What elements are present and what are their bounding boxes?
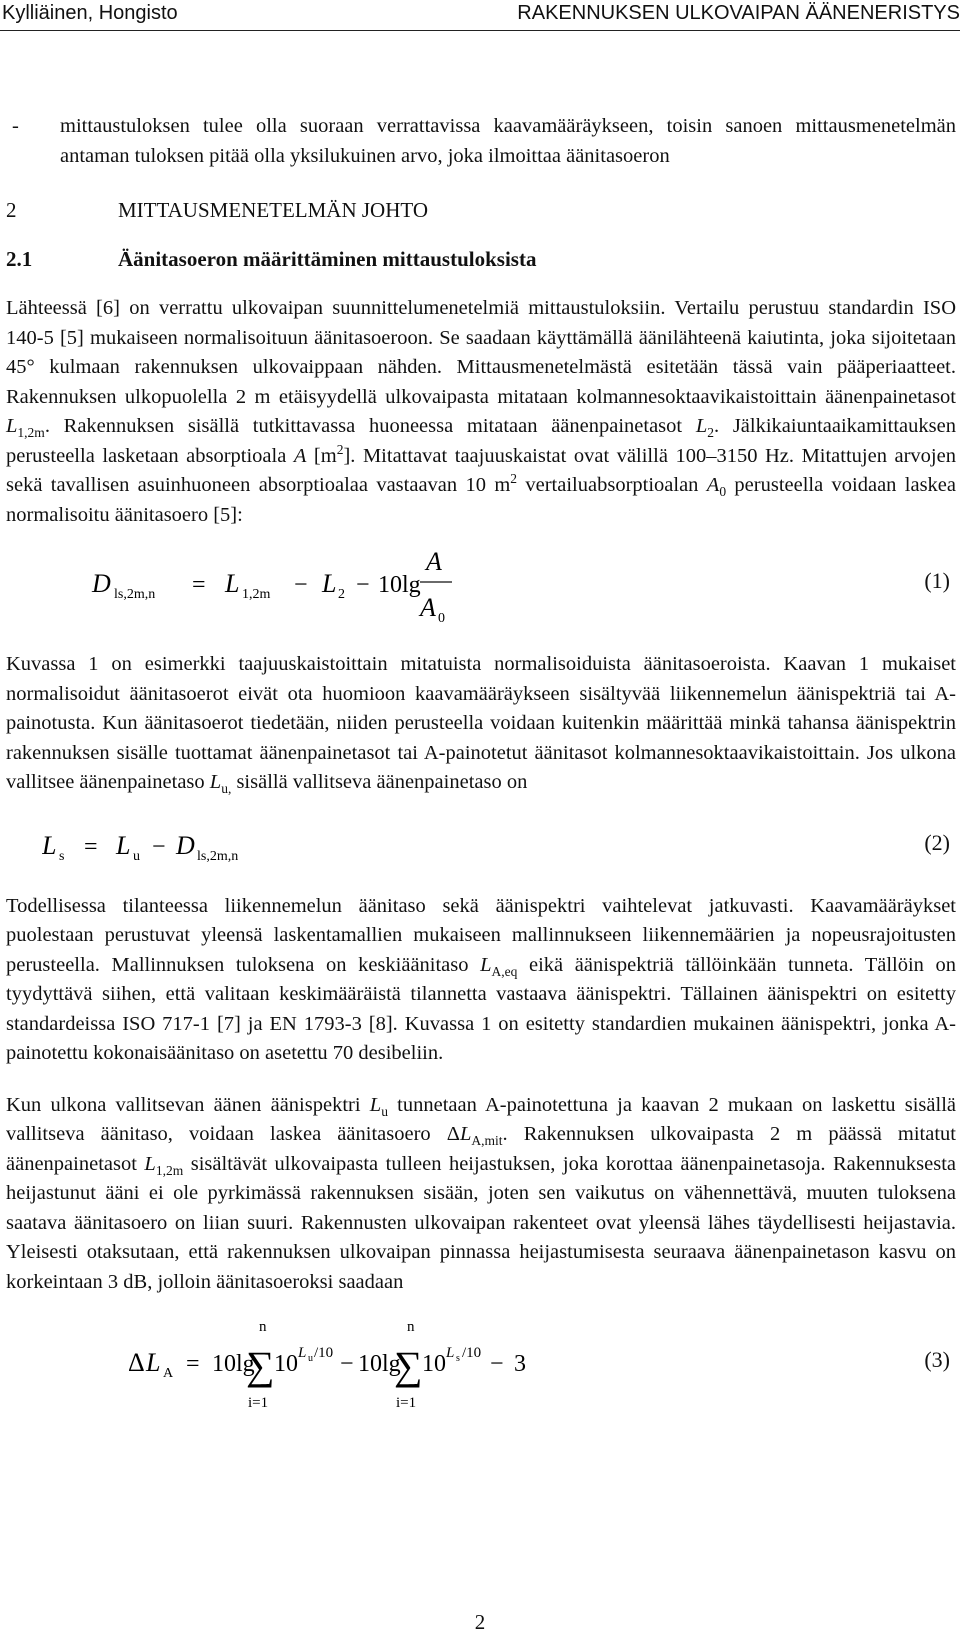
eq3-sigma1: ∑ [246, 1343, 275, 1388]
symbol-A: A [293, 444, 307, 467]
eq1-L2: L [322, 569, 337, 598]
text-run: . Jälkikaiuntaaikamittauksen perusteella lasketaan absorptioala [6, 415, 956, 467]
text-run: vertailuabsorptioalan [517, 474, 707, 496]
eq2-Lu: L [116, 830, 131, 860]
subscript: u [381, 1103, 388, 1119]
eq1-L1-sub: 1,2m [242, 587, 271, 602]
symbol-L: L [144, 1152, 156, 1175]
subscript: 1,2m [17, 425, 45, 441]
symbol-L: L [369, 1093, 382, 1116]
text-run: sisällä vallitseva äänenpainetaso on [231, 771, 528, 793]
eq3-A-sub: A [163, 1366, 174, 1381]
eq2-D: D [176, 830, 195, 860]
subsection-title: Äänitasoeron määrittäminen mittaustuloksista [118, 247, 537, 271]
eq1-den-sub: 0 [438, 611, 445, 626]
eq1-L1: L [225, 569, 240, 598]
section-number: 2 [6, 198, 17, 222]
eq3-equals: = [186, 1351, 200, 1377]
text-run: tunnetaan A-painotettuna ja kaavan 2 mukaan on laskettu sisällä vallitseva äänitaso, voidaan laskea äänitasoero [6, 1093, 956, 1145]
equation-1-label: (1) [924, 568, 950, 593]
eq1-L2-sub: 2 [338, 587, 345, 602]
eq3-exp1-u: u [308, 1353, 313, 1364]
header-rule [0, 30, 960, 31]
subscript: 2 [707, 425, 714, 441]
eq3-minus1: − [340, 1351, 354, 1377]
section-heading-2 [6, 196, 956, 225]
bullet-text: mittaustuloksen tulee olla suoraan verrattavissa kaavamääräykseen, toisin sanoen mittausmenetelmän antaman tuloksen pitää olla yksilukuinen arvo, joka ilmoittaa äänitasoeron [60, 115, 956, 167]
text-run: . Rakennuksen sisällä tutkittavassa huoneessa mitataan äänenpainetasot [44, 415, 696, 437]
bullet-dash: - [12, 115, 19, 137]
subscript: A,mit [471, 1133, 503, 1149]
eq3-ten1: 10 [274, 1351, 298, 1377]
paragraph-measurement [6, 294, 956, 530]
equation-2-label: (2) [924, 829, 950, 855]
page-number: 2 [474, 1610, 486, 1634]
text-run: . Rakennuksen ulkovaipasta 2 m päässä mitatut äänenpainetasot [6, 1123, 956, 1175]
eq3-ten2: 10 [422, 1351, 446, 1377]
eq3-exp2-s: s [456, 1353, 460, 1364]
eq2-equals: = [84, 833, 98, 860]
text-run: ]. Mitattavat taajuuskaistat ovat välillä 100–3150 Hz. Mitattujen arvojen sekä tavallisen asuinhuoneen absorptioalaa vastaavan 10 m [6, 444, 956, 496]
eq2-Ls: L [42, 830, 57, 860]
eq1-lhs: D [92, 569, 111, 598]
eq3-L: L [146, 1348, 161, 1377]
eq2-s-sub: s [59, 848, 65, 864]
eq1-numerator: A [426, 547, 442, 576]
paragraph-traffic-noise [6, 892, 956, 1069]
text-run: perusteella voidaan laskea normalisoitu äänitasoero [5]: [6, 474, 956, 526]
eq1-equals: = [192, 572, 206, 598]
eq3-exp1-L: L [298, 1345, 307, 1361]
equation-1 [6, 536, 956, 634]
eq1-denominator: A [420, 593, 436, 622]
page-body [6, 112, 956, 1425]
running-header [0, 0, 960, 28]
section-title: MITTAUSMENETELMÄN JOHTO [118, 198, 428, 222]
eq3-exp2-L: L [446, 1345, 455, 1361]
symbol-L: L [6, 415, 18, 437]
eq3-sum1-upper: n [259, 1319, 267, 1335]
symbol-L: L [209, 771, 222, 793]
text-run: Kun ulkona vallitsevan äänen äänispektri [6, 1093, 370, 1116]
eq3-exp1-div: /10 [314, 1345, 334, 1361]
eq3-exp2-div: /10 [462, 1345, 482, 1361]
subsection-heading-2-1 [6, 245, 956, 274]
equation-3-label: (3) [924, 1347, 950, 1372]
eq1-tenlg: 10lg [378, 572, 421, 598]
eq1-minus2: − [356, 572, 370, 598]
eq3-delta: Δ [128, 1348, 145, 1377]
symbol-delta: Δ [446, 1123, 460, 1145]
superscript: 2 [510, 471, 518, 487]
eq3-tenlg1: 10lg [212, 1351, 255, 1377]
text-run: Kuvassa 1 on esimerkki taajuuskaistoittain mitatuista normalisoiduista äänitasoeroista. Kaavan 1 mukaiset normalisoidut äänitasoerot eivät ota huomioon kaavamääräykseen sisältyvää liikennemelun äänispektriä tai A-painotusta. Kun äänitasoerot tiedetään, niiden perusteella voidaan kuitenkin määrittää minkä tahansa äänispektrin rakennuksen sisälle tuottamat äänenpainetasot tai A-painotetut äänitasot kolmannesoktaavikaistoittain. Jos ulkona vallitsee äänenpainetaso [6, 653, 956, 793]
symbol-L: L [459, 1123, 472, 1145]
header-title: RAKENNUKSEN ULKOVAIPAN ÄÄNENERISTYS [517, 2, 960, 24]
eq3-sum2-lower: i=1 [396, 1395, 417, 1411]
eq3-sum2-upper: n [407, 1319, 415, 1335]
superscript: 2 [336, 441, 344, 457]
paragraph-level-difference [6, 1091, 956, 1298]
equation-2-body [42, 808, 642, 892]
eq1-lhs-sub: ls,2m,n [114, 587, 156, 602]
subscript: 1,2m [155, 1162, 184, 1178]
symbol-A: A [706, 474, 720, 496]
eq3-tenlg2: 10lg [358, 1351, 401, 1377]
bullet-item [6, 112, 956, 171]
equation-3 [6, 1305, 956, 1425]
text-run: eikä äänispektriä tällöinkään tunneta. Tällöin on tyydyttävä siihen, että valitaan keskimääräistä tilannetta vastaava äänispektri. Tällainen äänispektri on esitetty standardeissa ISO 717-1 [7] ja EN 1793-3 [8]. Kuvassa 1 on esitetty standardien mukainen äänispektri, jonka A-painotettu kokonaisäänitaso on asetettu 70 desibeliin. [6, 953, 957, 1064]
symbol-L: L [480, 953, 492, 976]
text-run: Lähteessä [6] on verrattu ulkovaipan suunnittelumenetelmiä mittaustuloksiin. Vertailu perustuu standardin ISO 140-5 [5] mukaiseen normalisoituun äänitasoeroon. Se saadaan käyttämällä äänilähteenä kaiutinta, joka sijoitetaan 45° kulmaan rakennuksen ulkovaippaan nähden. Mittausmenetelmästä esitetään tässä vain pääperiaatteet. Rakennuksen ulkopuolella 2 m etäisyydellä ulkovaipasta mitataan kolmannesoktaavikaistoittain äänenpainetasot [6, 297, 956, 408]
equation-3-body [6, 1305, 806, 1425]
eq2-u-sub: u [133, 848, 140, 864]
eq2-minus: − [152, 833, 166, 860]
text-run: Todellisessa tilanteessa liikennemelun äänitaso sekä äänispektri vaihtelevat jatkuvasti. Kaavamääräykset puolestaan perustuvat yleensä laskentamallien mukaiseen mallinnukseen liikennemäärien ja nopeusrajoitusten perusteella. Mallinnuksen tuloksena on keskiäänitaso [6, 894, 956, 976]
eq3-three: 3 [514, 1351, 526, 1377]
eq2-D-sub: ls,2m,n [197, 848, 239, 864]
eq3-sum1-lower: i=1 [248, 1395, 269, 1411]
header-authors: Kylliäinen, Hongisto [2, 2, 178, 24]
subscript: u, [221, 781, 232, 797]
subscript: A,eq [491, 963, 518, 979]
eq3-minus2: − [490, 1351, 504, 1377]
equation-1-body [42, 536, 802, 634]
equation-2 [6, 808, 956, 892]
text-run: sisältävät ulkovaipasta tulleen heijastuksen, joka korottaa äänenpainetasoja. Rakennuksesta heijastunut ääni ei ole pyrkimässä rakennuksen sisään, joten sen vaikutus on vähennettävä, muuten tuloksena saatava äänitasoero on liian suuri. Rakennusten ulkovaipan rakenteet ovat yleensä lähes täydellisesti heijastavia. Yleisesti otaksutaan, että rakennuksen ulkovaipan pinnassa heijastumisesta seuraava äänenpainetason kasvu on korkeintaan 3 dB, jolloin äänitasoeroksi saadaan [6, 1152, 956, 1293]
eq3-sigma2: ∑ [394, 1343, 423, 1388]
symbol-L: L [695, 415, 708, 437]
eq1-minus1: − [294, 572, 308, 598]
subsection-number: 2.1 [6, 247, 33, 271]
subscript: 0 [719, 484, 727, 500]
paragraph-example [6, 650, 956, 798]
text-run: [m [306, 444, 337, 467]
